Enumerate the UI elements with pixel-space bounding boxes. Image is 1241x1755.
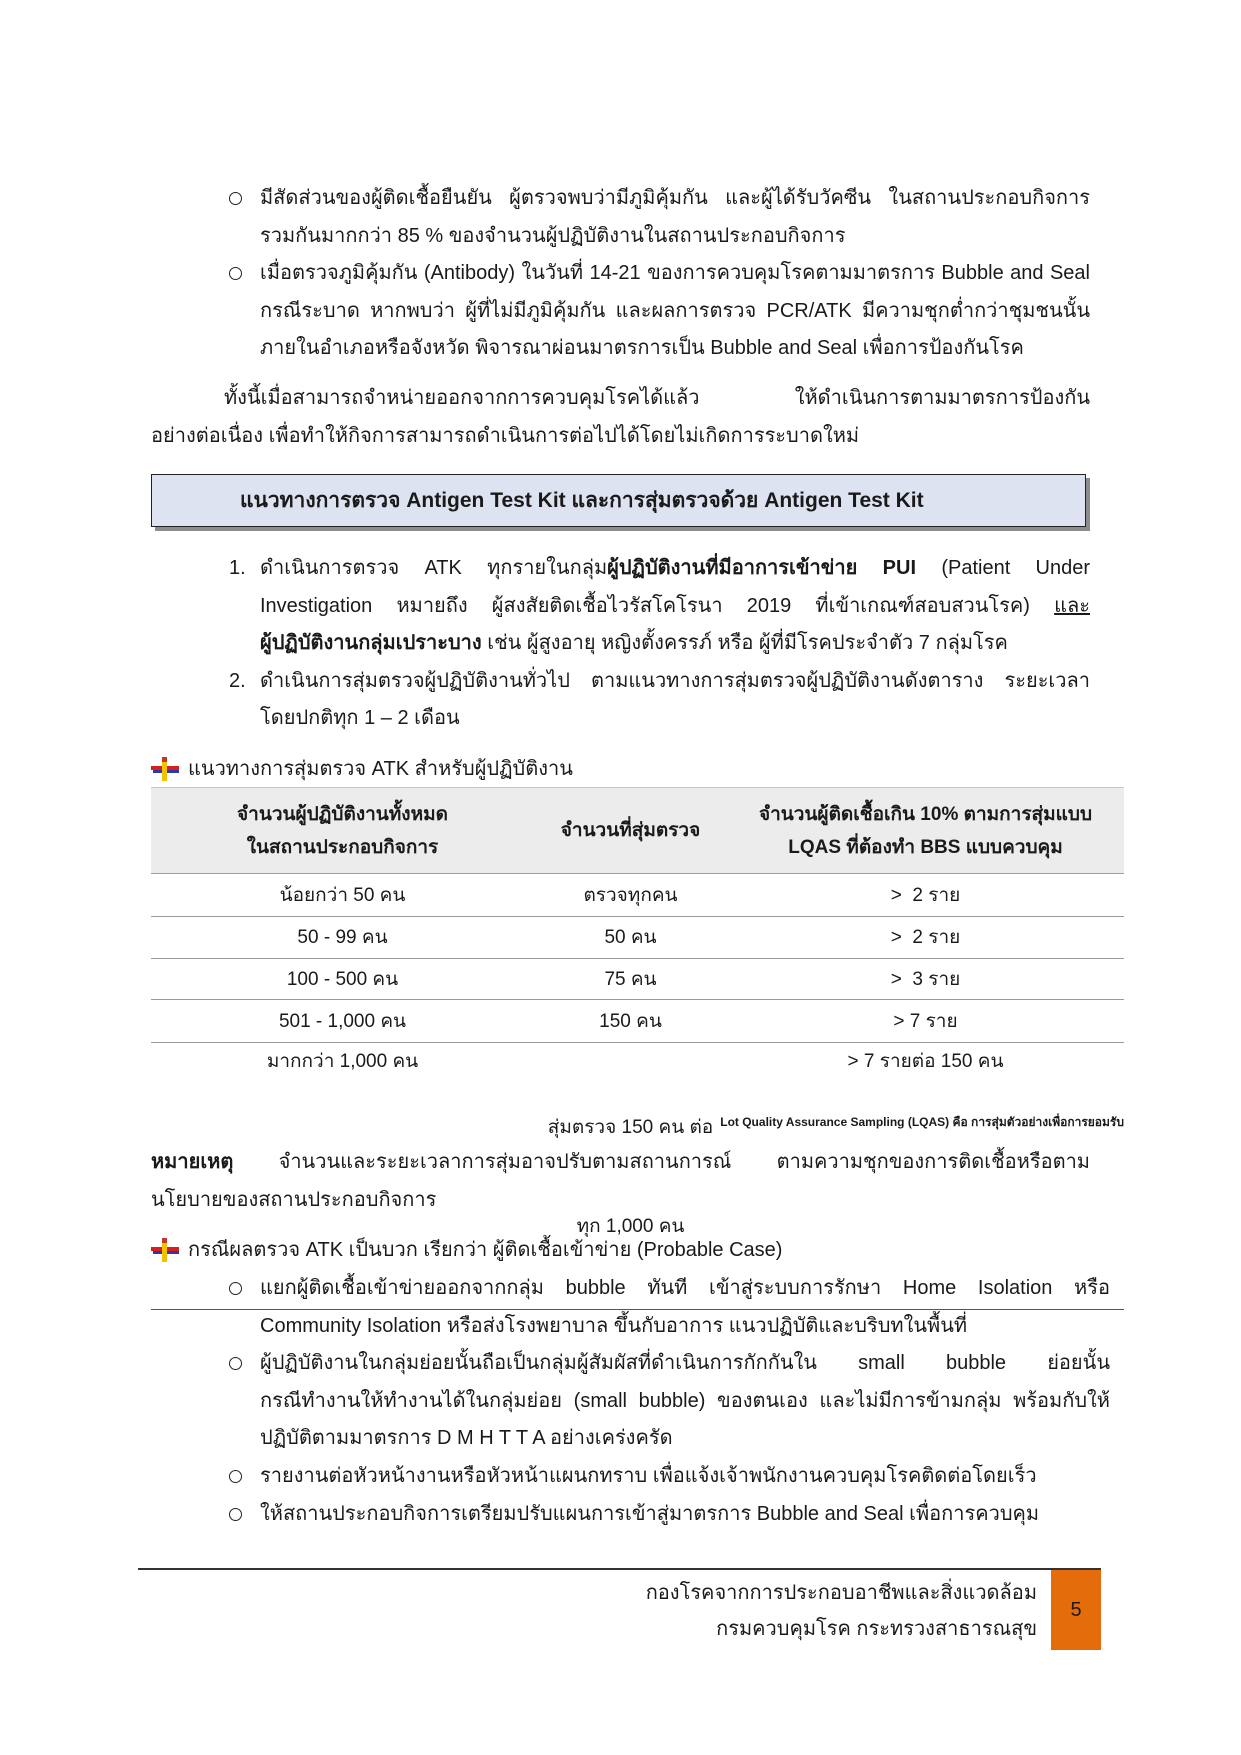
paragraph-line: ทั้งนี้เมื่อสามารถจำหน่ายออกจากการควบคุมโรคได้แล้ว ให้ดำเนินการตามมาตรการป้องกัน (224, 387, 1090, 409)
bold-segment: ผู้ปฏิบัติงานที่มีอาการเข้าข่าย PUI (607, 557, 917, 579)
bullet-line: รายงานต่อหัวหน้างานหรือหัวหน้าแผนกทราบ เพื่อแจ้งเจ้าพนักงานควบคุมโรคติดต่อโดยเร็ว (260, 1464, 1037, 1487)
footer-line: กรมควบคุมโรค กระทรวงสาธารณสุข (716, 1618, 1037, 1640)
circle-bullet-icon (229, 1470, 242, 1483)
header-threshold (727, 788, 1124, 874)
cell-workers: 100 - 500 คน (151, 959, 534, 1000)
plus-bullet-icon (151, 757, 179, 781)
probable-case-heading (151, 1231, 851, 1269)
numbered-line (260, 588, 1090, 626)
top-bullet-list (260, 180, 1090, 368)
item-number: 1. (229, 557, 246, 579)
bullet-item (260, 1496, 1110, 1534)
numbered-list (229, 550, 1090, 738)
page-number: 5 (1070, 1599, 1082, 1621)
header-workers (151, 788, 534, 874)
circle-bullet-icon (229, 267, 242, 280)
table-row (151, 1000, 1124, 1043)
bullet-line: ผู้ปฏิบัติงานในกลุ่มย่อยนั้นถือเป็นกลุ่มผู้สัมผัสที่ดำเนินการกักกันใน small bubble ย่อยนั้น (260, 1352, 1110, 1375)
circle-bullet-icon (229, 192, 242, 205)
cell-threshold: > 3 ราย (727, 959, 1124, 1000)
cell-line: สุ่มตรวจ 150 คน ต่อ (547, 1117, 714, 1138)
bullet-item (260, 1458, 1110, 1496)
header-line: จำนวนที่สุ่มตรวจ (560, 820, 701, 841)
cell-threshold: > 2 ราย (727, 917, 1124, 959)
text-segment: (Patient Under (916, 557, 1090, 579)
section-heading-box (151, 474, 1086, 527)
bottom-bullet-list (260, 1270, 1110, 1533)
body-paragraph (151, 380, 1090, 455)
footer-department (646, 1575, 1037, 1647)
footer-divider (138, 1568, 1101, 1570)
circle-bullet-icon (229, 1357, 242, 1370)
cell-sample: 50 คน (534, 917, 727, 959)
table-footnote: Lot Quality Assurance Sampling (LQAS) คือ การสุ่มตัวอย่างเพื่อการยอมรับ (720, 1115, 1124, 1129)
numbered-line (260, 625, 1090, 663)
circle-bullet-icon (229, 1508, 242, 1521)
underlined-segment: และ (1054, 594, 1090, 617)
numbered-line: ดำเนินการสุ่มตรวจผู้ปฏิบัติงานทั่วไป ตามแนวทางการสุ่มตรวจผู้ปฏิบัติงานดังตาราง ระยะเวลา (260, 669, 1090, 692)
numbered-line: โดยปกติทุก 1 – 2 เดือน (260, 707, 460, 730)
header-line: ในสถานประกอบกิจการ (246, 836, 439, 858)
bold-segment: ผู้ปฏิบัติงานกลุ่มเปราะบาง (260, 632, 482, 655)
header-sample (534, 788, 727, 874)
numbered-item (229, 663, 1090, 738)
page-number-box (1051, 1570, 1101, 1650)
bullet-line: แยกผู้ติดเชื้อเข้าข่ายออกจากกลุ่ม bubble ทันที เข้าสู่ระบบการรักษา Home Isolation หรือ (260, 1277, 1110, 1299)
text-segment: ดำเนินการตรวจ ATK ทุกรายในกลุ่ม (260, 557, 608, 579)
cell-sample: 150 คน (534, 1000, 727, 1043)
header-line: LQAS ที่ต้องทำ BBS แบบควบคุม (788, 836, 1063, 858)
bullet-item (260, 255, 1090, 368)
note-label: หมายเหตุ (151, 1151, 234, 1173)
bullet-item (260, 1270, 1110, 1345)
caption-text: แนวทางการสุ่มตรวจ ATK สำหรับผู้ปฏิบัติงาน (188, 758, 573, 780)
text-segment: เช่น ผู้สูงอายุ หญิงตั้งครรภ์ หรือ ผู้ที่มีโรคประจำตัว 7 กลุ่มโรค (481, 632, 1008, 655)
numbered-item (229, 550, 1090, 663)
note-line: นโยบายของสถานประกอบกิจการ (151, 1188, 437, 1211)
numbered-line (260, 550, 1090, 588)
table-row (151, 874, 1124, 917)
paragraph-line: อย่างต่อเนื่อง เพื่อทำให้กิจการสามารถดำเนินการต่อไปได้โดยไม่เกิดการระบาดใหม่ (151, 424, 860, 447)
bullet-line: ปฏิบัติตามมาตรการ D M H T T A อย่างเคร่งครัด (260, 1427, 673, 1450)
table-caption (151, 750, 751, 788)
cell-workers: น้อยกว่า 50 คน (151, 874, 534, 917)
bullet-line: ภายในอำเภอหรือจังหวัด พิจารณาผ่อนมาตรการเป็น Bubble and Seal เพื่อการป้องกันโรค (260, 337, 1024, 360)
cell-threshold: > 7 รายต่อ 150 คน (727, 1043, 1124, 1310)
bullet-item (260, 180, 1090, 255)
bullet-line: มีสัดส่วนของผู้ติดเชื้อยืนยัน ผู้ตรวจพบว่ามีภูมิคุ้มกัน และผู้ได้รับวัคซีน ในสถานประกอบกิจการ (260, 187, 1090, 209)
table-row (151, 917, 1124, 959)
cell-line: ทุก 1,000 คน (576, 1216, 685, 1237)
cell-threshold: > 2 ราย (727, 874, 1124, 917)
bullet-line: กรณีระบาด หากพบว่า ผู้ที่ไม่มีภูมิคุ้มกัน และผลการตรวจ PCR/ATK มีความชุกต่ำกว่าชุมชนนั้น (260, 299, 1090, 322)
item-number: 2. (229, 669, 246, 692)
note-paragraph (151, 1144, 1090, 1219)
header-line: จำนวนผู้ปฏิบัติงานทั้งหมด (237, 803, 448, 825)
cell-sample: 75 คน (534, 959, 727, 1000)
cell-workers: มากกว่า 1,000 คน (151, 1043, 534, 1310)
bullet-line: กรณีทำงานให้ทำงานได้ในกลุ่มย่อย (small bubble) ของตนเอง และไม่มีการข้ามกลุ่ม พร้อมกับให้ (260, 1389, 1110, 1412)
bullet-line: เมื่อตรวจภูมิคุ้มกัน (Antibody) ในวันที่ 14-21 ของการควบคุมโรคตามมาตรการ Bubble and Seal (260, 262, 1090, 285)
bullet-item (260, 1345, 1110, 1458)
header-line: จำนวนผู้ติดเชื้อเกิน 10% ตามการสุ่มแบบ (758, 803, 1093, 825)
note-line (151, 1144, 1090, 1182)
bullet-line: รวมกันมากกว่า 85 % ของจำนวนผู้ปฏิบัติงานในสถานประกอบกิจการ (260, 224, 846, 247)
text-segment: Investigation หมายถึง ผู้สงสัยติดเชื้อไวรัสโคโรนา 2019 ที่เข้าเกณฑ์สอบสวนโรค) (260, 594, 1055, 617)
text-segment: จำนวนและระยะเวลาการสุ่มอาจปรับตามสถานการณ์ ตามความชุกของการติดเชื้อหรือตาม (233, 1151, 1090, 1173)
heading-text: กรณีผลตรวจ ATK เป็นบวก เรียกว่า ผู้ติดเชื้อเข้าข่าย (Probable Case) (188, 1239, 783, 1261)
footer-line: กองโรคจากการประกอบอาชีพและสิ่งแวดล้อม (645, 1582, 1037, 1604)
table-row (151, 959, 1124, 1000)
bullet-line: Community Isolation หรือส่งโรงพยาบาล ขึ้นกับอาการ แนวปฏิบัติและบริบทในพื้นที่ (260, 1314, 968, 1337)
cell-workers: 50 - 99 คน (151, 917, 534, 959)
plus-bullet-icon (151, 1238, 179, 1262)
cell-threshold: > 7 ราย (727, 1000, 1124, 1043)
bullet-line: ให้สถานประกอบกิจการเตรียมปรับแผนการเข้าสู่มาตรการ Bubble and Seal เพื่อการควบคุม (260, 1502, 1040, 1525)
table-header-row (151, 788, 1124, 874)
cell-sample: ตรวจทุกคน (534, 874, 727, 917)
circle-bullet-icon (229, 1282, 242, 1295)
section-heading: แนวทางการตรวจ Antigen Test Kit และการสุ่มตรวจด้วย Antigen Test Kit (240, 489, 924, 512)
cell-workers: 501 - 1,000 คน (151, 1000, 534, 1043)
